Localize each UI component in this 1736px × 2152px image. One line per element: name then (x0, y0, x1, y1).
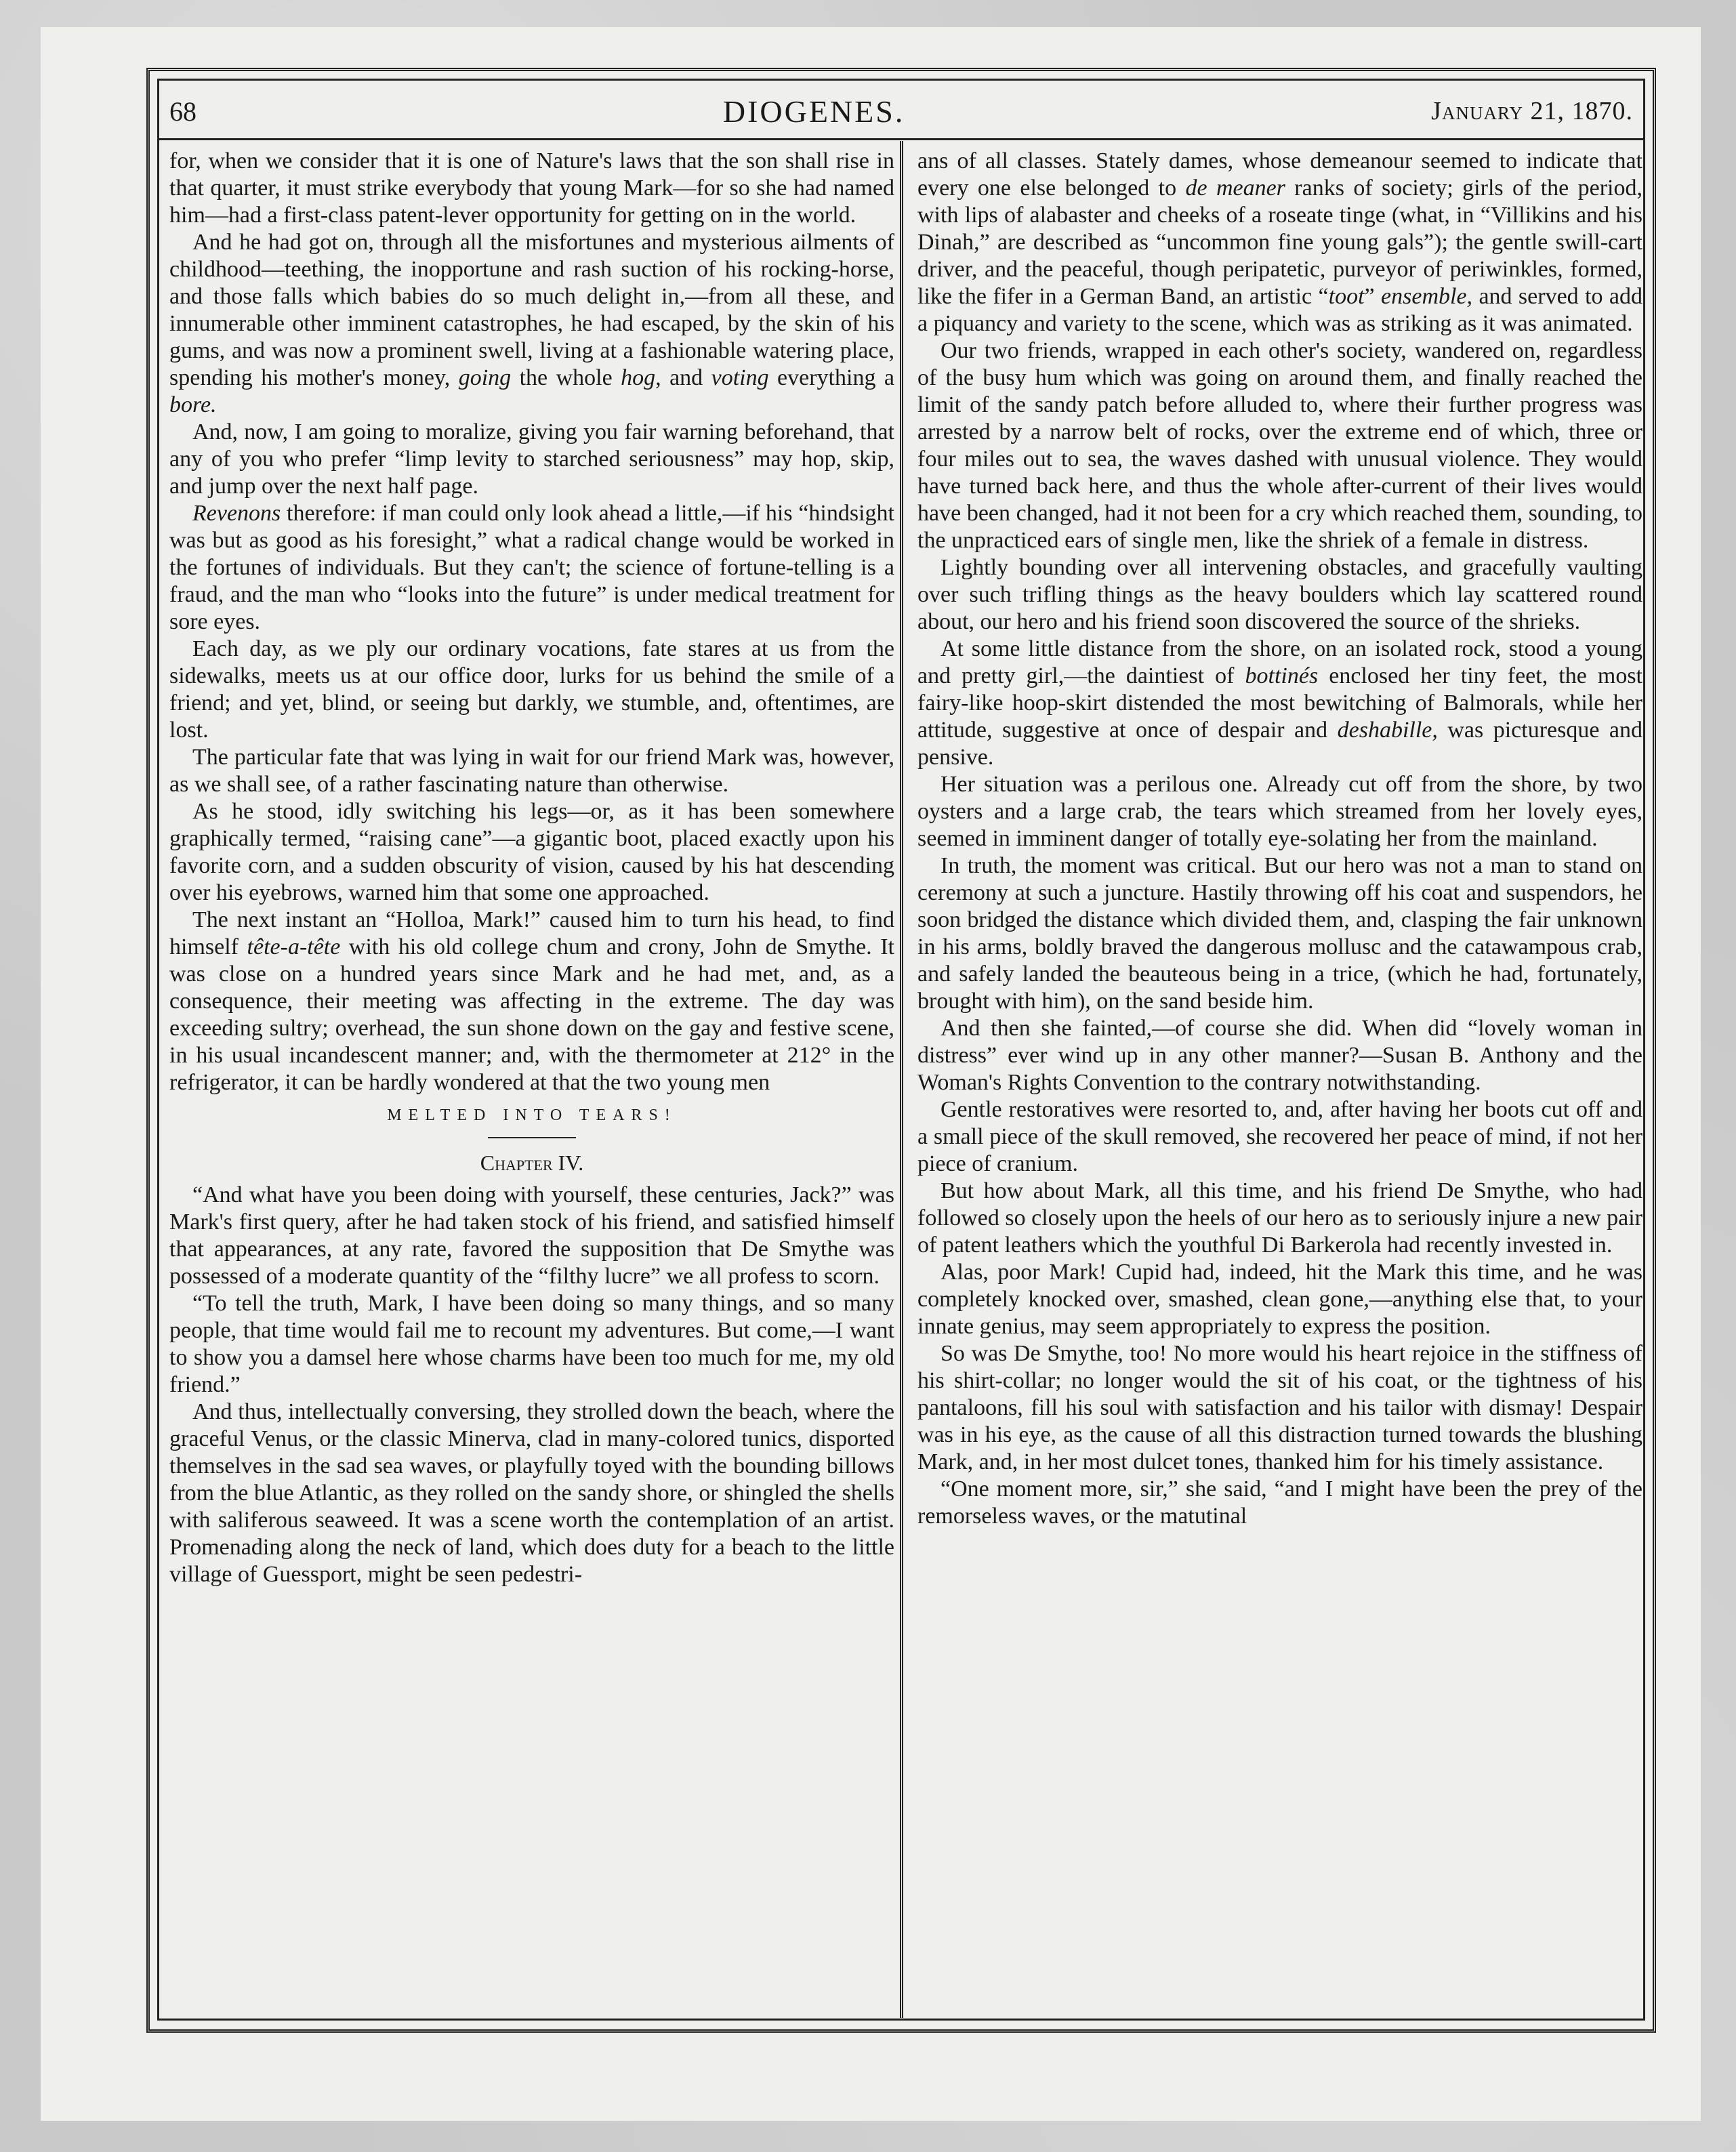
text-run: everything a (768, 365, 894, 390)
italic-text: bore. (169, 392, 217, 417)
italic-text: tête-a-tête (247, 934, 341, 959)
header-rule (157, 138, 1645, 140)
paragraph: Gentle restoratives were resorted to, and, after having her boots cut off and a small piece of the skull removed, she recovered her peace of mind, if not her piece of cranium. (917, 1097, 1642, 1176)
italic-text: de meaner (1185, 175, 1285, 201)
paragraph: As he stood, idly switching his legs—or, as it has been somewhere graphically termed, “raising cane”—a gigantic boot, placed exactly upon his favorite corn, and a sudden obscurity of vision, caused by his hat descending over his eyebrows, warned him that some one approached. (169, 799, 894, 905)
right-column (917, 148, 1642, 2004)
italic-text: going (458, 365, 512, 390)
italic-text: ensemble, (1381, 284, 1473, 309)
running-header (169, 87, 1633, 136)
text-run: And he had got on, through all the misfortunes and mysterious ailments of childhood—teething, the inopportune and rash suction of his rocking-horse, and those falls which babies do so much delight in,—from all these, and innumerable other imminent catastrophes, he had escaped, by the skin of his gums, and was now a prominent swell, living at a fashionable watering place, spending his mother's money, (169, 230, 894, 390)
chapter-rule (488, 1137, 576, 1138)
paragraph: Our two friends, wrapped in each other's society, wandered on, regardless of the busy hum which was going on around them, and finally reached the limit of the sandy patch before alluded to, where their further progress was arrested by a narrow belt of rocks, over the extreme end of which, three or four miles out to sea, the waves dashed with unusual violence. They would have turned back here, and thus the whole after-current of their lives would have been changed, had it not been for a cry which reached them, sounding, to the unpracticed ears of single men, like the shriek of a female in distress. (917, 338, 1642, 553)
paragraph: In truth, the moment was critical. But our hero was not a man to stand on ceremony at such a juncture. Hastily throwing off his coat and suspendors, he soon bridged the distance which divided them, and, clasping the fair unknown in his arms, boldly braved the dangerous mollusc and the catawampous crab, and safely landed the beauteous being in a trice, (which he had, fortunately, brought with him), on the sand beside him. (917, 853, 1642, 1014)
column-divider (900, 141, 903, 2018)
paragraph: Her situation was a perilous one. Already cut off from the shore, by two oysters and a large crab, the tears which streamed from her lovely eyes, seemed in imminent danger of totally eye-solating her from the mainland. (917, 772, 1642, 851)
paragraph (169, 229, 894, 419)
italic-text: bottinés (1245, 663, 1319, 688)
paragraph (917, 148, 1642, 337)
paragraph: And, now, I am going to moralize, giving you fair warning beforehand, that any of you who prefer “limp levity to starched seriousness” may hop, skip, and jump over the next half page. (169, 419, 894, 499)
text-run: and served to add a piquancy and variety to the scene, which was as striking as it was animated. (917, 284, 1642, 336)
paragraph: And then she fainted,—of course she did. When did “lovely woman in distress” ever wind up in any other manner?—Susan B. Anthony and the Woman's Rights Convention to the contrary notwithstanding. (917, 1016, 1642, 1095)
paragraph: for, when we consider that it is one of Nature's laws that the son shall rise in that quarter, it must strike everybody that young Mark—for so she had named him—had a first-class patent-lever opportunity for getting on in the world. (169, 148, 894, 228)
text-run: ranks of society; girls of the period, with lips of alabaster and cheeks of a roseate tinge (what, in “Villikins and his Dinah,” are described as “uncommon fine young gals”); the gentle swill-cart driver, and the peaceful, though peripatetic, purveyor of periwinkles, formed, like the fifer in a German Band, an artistic “ (917, 175, 1642, 309)
paragraph: “And what have you been doing with yourself, these centuries, Jack?” was Mark's first query, after he had taken stock of his friend, and satisfied himself that appearances, at any rate, favored the supposition that De Smythe was possessed of a moderate quantity of the “filthy lucre” we all profess to scorn. (169, 1182, 894, 1289)
chapter-heading: Chapter IV. (480, 1151, 584, 1175)
text-run: The next instant an “Holloa, Mark!” caused him to turn his head, to find himself (169, 907, 894, 959)
text-run: with his old college chum and crony, John de Smythe. It was close on a hundred years since Mark and he had met, and, as a consequence, their meeting was affecting in the extreme. The day was exceeding sultry; overhead, the sun shone down on the gay and festive scene, in his usual incandescent manner; and, with the thermometer at 212° in the refrigerator, it can be hardly wondered at that the two young men (169, 934, 894, 1095)
paragraph: But how about Mark, all this time, and his friend De Smythe, who had followed so closely upon the heels of our hero as to seriously injure a new pair of patent leathers which the youthful Di Barkerola had recently invested in. (917, 1178, 1642, 1258)
text-run: ” (1364, 284, 1382, 309)
left-column (169, 148, 894, 2004)
paragraph: “One moment more, sir,” she said, “and I might have been the prey of the remorseless waves, or the matutinal (917, 1476, 1642, 1529)
paragraph: So was De Smythe, too! No more would his heart rejoice in the stiffness of his shirt-collar; no longer would the sit of his coat, or the tightness of his pantaloons, fill his soul with satisfaction and his tailor with dismay! Despair was in his eye, as the cause of all this distraction turned towards the blushing Mark, and, in her most dulcet tones, thanked him for his timely assistance. (917, 1341, 1642, 1474)
text-run: therefore: if man could only look ahead a little,—if his “hindsight was but as good as his foresight,” what a radical change would be worked in the fortunes of individuals. But they can't; the science of fortune-telling is a fraud, and the man who “looks into the future” is under medical treatment for sore eyes. (169, 501, 894, 634)
page-number: 68 (169, 96, 197, 127)
issue-date: January 21, 1870. (1431, 97, 1633, 125)
paragraph (169, 907, 894, 1096)
paragraph: Each day, as we ply our ordinary vocations, fate stares at us from the sidewalks, meets us at our office door, lurks for us behind the smile of a friend; and yet, blind, or seeing but darkly, we stumble, and, oftentimes, are lost. (169, 636, 894, 743)
paragraph (917, 636, 1642, 771)
text-run: At some little distance from the shore, on an isolated rock, stood a young and pretty girl,—the daintiest of (917, 636, 1642, 688)
italic-text: toot (1328, 284, 1365, 309)
italic-text: deshabille, (1337, 718, 1438, 743)
italic-text: voting (711, 365, 769, 390)
text-run: ans of all classes. Stately dames, whose demeanour seemed to indicate that every one else belonged to (917, 148, 1642, 201)
paragraph: Lightly bounding over all intervening obstacles, and gracefully vaulting over such trifling things as the heavy boulders which lay scattered round about, our hero and his friend soon discovered the source of the shrieks. (917, 555, 1642, 634)
italic-text: Revenons (192, 501, 281, 526)
italic-text: hog, (621, 365, 661, 390)
text-run: and (661, 365, 711, 390)
paragraph: Alas, poor Mark! Cupid had, indeed, hit the Mark this time, and he was completely knocked over, smashed, clean gone,—anything else that, to your innate genius, may seem appropriately to express the position. (917, 1260, 1642, 1339)
paragraph: “To tell the truth, Mark, I have been doing so many things, and so many people, that time would fail me to recount my adventures. But come,—I want to show you a damsel here whose charms have been too much for me, my old friend.” (169, 1291, 894, 1397)
paragraph (169, 500, 894, 636)
paragraph: And thus, intellectually conversing, they strolled down the beach, where the graceful Venus, or the classic Minerva, clad in many-colored tunics, disported themselves in the sad sea waves, or playfully toyed with the bounding billows from the blue Atlantic, as they rolled on the sandy shore, or shingled the shells with saliferous seaweed. It was a scene worth the contemplation of an artist. Promenading along the neck of land, which does duty for a beach to the little village of Guessport, might be seen pedestri- (169, 1399, 894, 1587)
paragraph: The particular fate that was lying in wait for our friend Mark was, however, as we shall see, of a rather fascinating nature than otherwise. (169, 745, 894, 797)
text-run: the whole (511, 365, 621, 390)
text-run: was picturesque and pensive. (917, 718, 1642, 770)
text-run: enclosed her tiny feet, the most fairy-like hoop-skirt distended the most bewitching of Balmorals, while her attitude, suggestive at once of despair and (917, 663, 1642, 743)
section-break-heading: MELTED INTO TEARS! (387, 1106, 677, 1124)
masthead: DIOGENES. (722, 94, 905, 129)
